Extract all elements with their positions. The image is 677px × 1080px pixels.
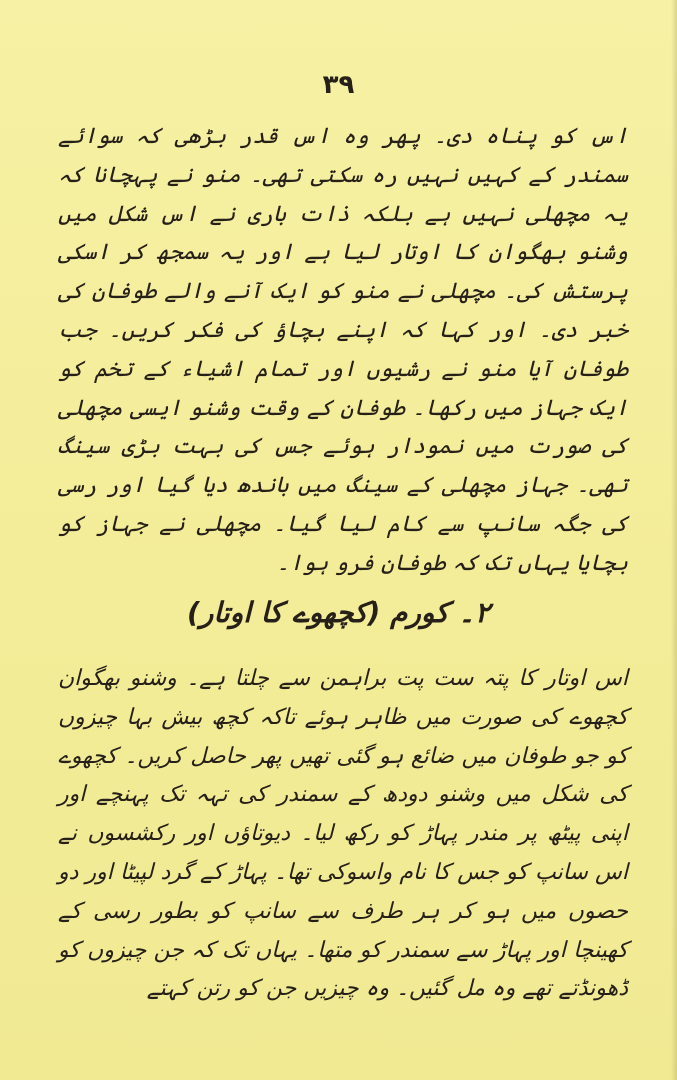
page-number: ۳۹ <box>322 70 355 100</box>
section-heading: ۲۔ کورم (کچھوے کا اوتار) <box>187 596 490 629</box>
paragraph-matsya: اس کو پناہ دی۔ پھر وہ اس قدر بڑھی کہ سوائے سمندر کے کہیں نہیں رہ سکتی تھی۔ منو نے پہچانا کہ یہ مچھلی نہیں ہے بلکہ ذات باری نے اس شکل میں وشنو بھگوان کا اوتار لیا ہے اور یہ سمجھ کر اسکی پرستش کی۔ مچھلی نے منو کو ایک آنے والے طوفان کی خبر دی۔ اور کہا کہ اپنے بچاؤ کی فکر کریں۔ جب طوفان آیا منو نے رشیوں اور تمام اشیاء کے تخم کو ایک جہاز میں رکھا۔ طوفان کے وقت وشنو ایسی مچھلی کی صورت میں نمودار ہوئے جس کی بہت بڑی سینگ تھی۔ جہاز مچھلی کے سینگ میں باندھ دیا گیا اور رسی کی جگہ سانپ سے کام لیا گیا۔ مچھلی نے جہاز کو بچایا یہاں تک کہ طوفان فرو ہوا۔ <box>58 124 628 576</box>
page-edge-shadow <box>671 0 677 1080</box>
paragraph-kurma: اس اوتار کا پتہ ست پت براہمن سے چلتا ہے۔ وشنو بھگوان کچھوے کی صورت میں ظاہر ہوئے تاکہ کچھ بیش بہا چیزوں کو جو طوفان میں ضائع ہو گئی تھیں پھر حاصل کریں۔ کچھوے کی شکل میں وشنو دودھ کے سمندر کی تہہ تک پہنچے اور اپنی پیٹھ پر مندر پہاڑ کو رکھ لیا۔ دیوتاؤں اور رکشسوں نے اس سانپ کو جس کا نام واسوکی تھا۔ پہاڑ کے گرد لپیٹا اور دو حصوں میں ہو کر ہر طرف سے سانپ کو بطور رسی کے کھینچا اور پہاڑ سے سمندر کو متھا۔ یہاں تک کہ جن چیزوں کو ڈھونڈتے تھے وہ مل گئیں۔ وہ چیزیں جن کو رتن کہتے <box>58 666 628 1002</box>
